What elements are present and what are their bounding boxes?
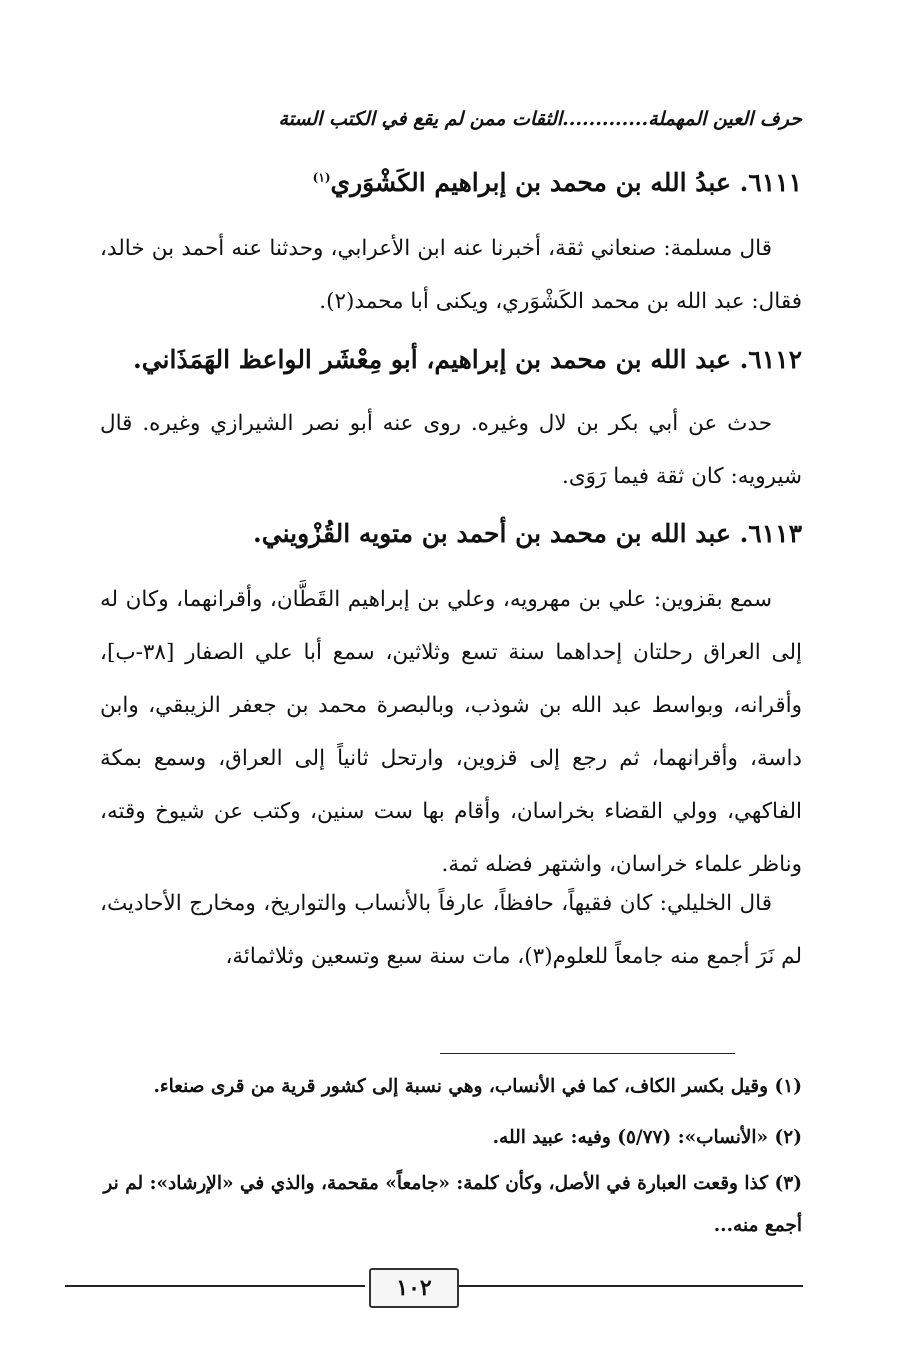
entry-title: ٦١١١. عبدُ الله بن محمد بن إبراهيم الكَشْوَري (330, 168, 802, 197)
entry-paragraph-6111: قال مسلمة: صنعاني ثقة، أخبرنا عنه ابن الأعرابي، وحدثنا عنه أحمد بن خالد، فقال: عبد الله بن محمد الكَشْوَري، ويكنى أبا محمد(٢). (100, 236, 802, 314)
entry-paragraph-6113-a: سمع بقزوين: علي بن مهرويه، وعلي بن إبراهيم القَطَّان، وأقرانهما، وكان له إلى العراق رحلتان إحداهما سنة تسع وثلاثين، سمع أبا علي الصفار [٣٨-ب]، وأقرانه، وبواسط عبد الله بن شوذب، وبالبصرة محمد بن جعفر الزيبقي، وابن داسة، وأقرانهما، ثم رجع إلى قزوين، وارتحل ثانياً إلى العراق، وسمع بمكة الفاكهي، وولي القضاء بخراسان، وأقام بها ست سنين، وكتب عن شيوخ وقته، وناظر علماء خراسان، واشتهر فضله ثمة. (100, 587, 802, 877)
running-header: حرف العين المهملة.............الثقات ممن لم يقع في الكتب الستة (278, 108, 802, 130)
footnote-3: (٣) كذا وقعت العبارة في الأصل، وكأن كلمة: «جامعاً» مقحمة، والذي في «الإرشاد»: لم نر أجمع منه... (103, 1173, 802, 1236)
page-number-frame (369, 1268, 459, 1308)
footnote-marker: (١) (312, 170, 331, 185)
page-number: ١٠٢ (396, 1275, 432, 1301)
entry-heading-6111 (100, 168, 802, 197)
footnote-1: (١) وقيل بكسر الكاف، كما في الأنساب، وهي نسبة إلى كشور قرية من قرى صنعاء. (153, 1076, 802, 1097)
footer-rule-left (65, 1285, 365, 1287)
entry-heading-6113: ٦١١٣. عبد الله بن محمد بن أحمد بن متويه القُزْويني. (253, 519, 802, 548)
entry-paragraph-6112: حدث عن أبي بكر بن لال وغيره. روى عنه أبو نصر الشيرازي وغيره. قال شيرويه: كان ثقة فيما رَوَى. (100, 411, 802, 489)
entry-paragraph-6113-b: قال الخليلي: كان فقيهاً، حافظاً، عارفاً بالأنساب والتواريخ، ومخارج الأحاديث، لم نَرَ أجمع منه جامعاً للعلوم(٣)، مات سنة سبع وتسعين وثلاثمائة، (100, 891, 802, 969)
footnote-2: (٢) «الأنساب»: (٥/٧٧) وفيه: عبيد الله. (492, 1127, 802, 1148)
footnote-separator (440, 1053, 735, 1054)
entry-heading-6112: ٦١١٢. عبد الله بن محمد بن إبراهيم، أبو مِعْشَر الواعظ الهَمَذَاني. (133, 345, 802, 374)
footer-rule-right (458, 1285, 803, 1287)
